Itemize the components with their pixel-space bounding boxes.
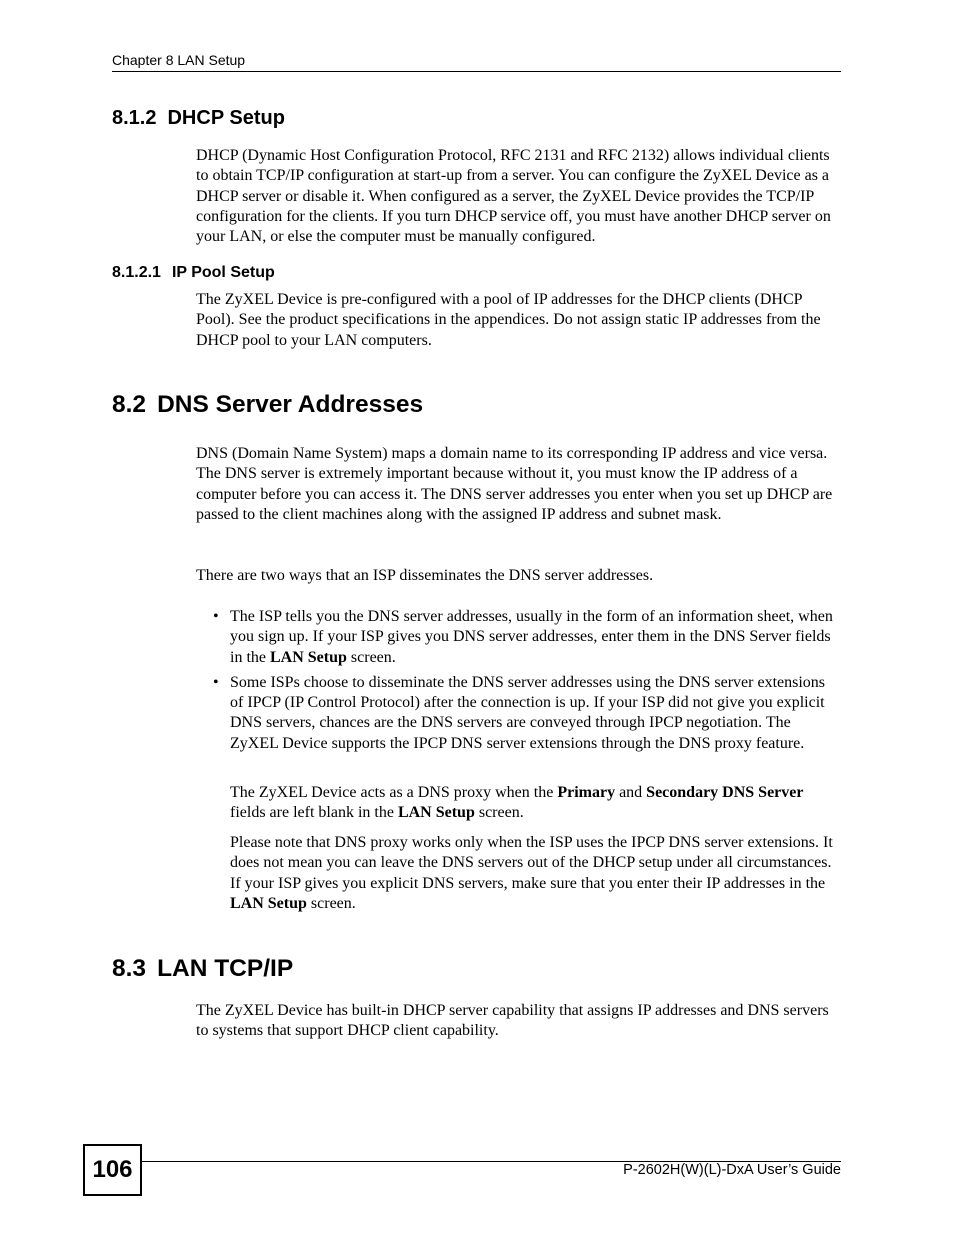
dns-ways-paragraph: There are two ways that an ISP disseminates the DNS server addresses.	[196, 567, 654, 584]
section-number: 8.1.2	[112, 107, 157, 129]
dns-proxy-paragraph: The ZyXEL Device acts as a DNS proxy when the Primary and Secondary DNS Server fields are left blank in the LAN Setup screen.	[230, 784, 804, 822]
section-title: LAN TCP/IP	[157, 955, 294, 982]
ip-pool-paragraph: The ZyXEL Device is pre-configured with a pool of IP addresses for the DHCP clients (DHCP Pool). See the product specifications in the appendices. Do not assign static IP addresses from the DHCP pool to your LAN computers.	[196, 291, 821, 349]
page-number: 106	[83, 1144, 142, 1196]
section-8-1-2-1-heading	[112, 264, 275, 282]
section-8-3-heading	[112, 955, 293, 983]
section-number: 8.1.2.1	[112, 264, 161, 281]
section-title: IP Pool Setup	[171, 264, 275, 281]
section-number: 8.2	[112, 391, 147, 418]
lan-tcpip-paragraph: The ZyXEL Device has built-in DHCP server capability that assigns IP addresses and DNS servers to systems that support DHCP client capability.	[196, 1002, 829, 1040]
section-title: DNS Server Addresses	[157, 391, 424, 418]
dns-bullet-list	[230, 607, 842, 759]
list-item: • The ISP tells you the DNS server addresses, usually in the form of an information sheet, when you sign up. If your ISP gives you DNS server addresses, enter them in the DNS Server fields in the LAN Setup screen.	[230, 607, 842, 668]
section-8-1-2-heading	[112, 107, 285, 130]
section-number: 8.3	[112, 955, 147, 982]
dns-proxy-note-paragraph: Please note that DNS proxy works only when the ISP uses the IPCP DNS server extensions. It does not mean you can leave the DNS servers out of the DHCP setup under all circumstances. If your ISP gives you explicit DNS servers, make sure that you enter their IP addresses in the LAN Setup screen.	[230, 834, 833, 912]
section-8-2-heading	[112, 391, 423, 419]
running-header: Chapter 8 LAN Setup	[112, 52, 246, 68]
list-item: • Some ISPs choose to disseminate the DNS server addresses using the DNS server extensions of IPCP (IP Control Protocol) after the connection is up. If your ISP did not give you explicit DNS servers, chances are the DNS servers are conveyed through IPCP negotiation. The ZyXEL Device supports the IPCP DNS server extensions through the DNS proxy feature.	[230, 673, 842, 754]
footer-guide-title: P-2602H(W)(L)-DxA User’s Guide	[623, 1162, 841, 1178]
dhcp-setup-paragraph: DHCP (Dynamic Host Configuration Protocol, RFC 2131 and RFC 2132) allows individual clients to obtain TCP/IP configuration at start-up from a server. You can configure the ZyXEL Device as a DHCP server or disable it. When configured as a server, the ZyXEL Device provides the TCP/IP configuration for the clients. If you turn DHCP service off, you must have another DHCP server on your LAN, or else the computer must be manually configured.	[196, 147, 831, 246]
header-rule	[112, 71, 841, 72]
section-title: DHCP Setup	[167, 107, 285, 129]
dns-intro-paragraph: DNS (Domain Name System) maps a domain name to its corresponding IP address and vice versa. The DNS server is extremely important because without it, you must know the IP address of a computer before you can access it. The DNS server addresses you enter when you set up DHCP are passed to the client machines along with the assigned IP address and subnet mask.	[196, 445, 833, 523]
